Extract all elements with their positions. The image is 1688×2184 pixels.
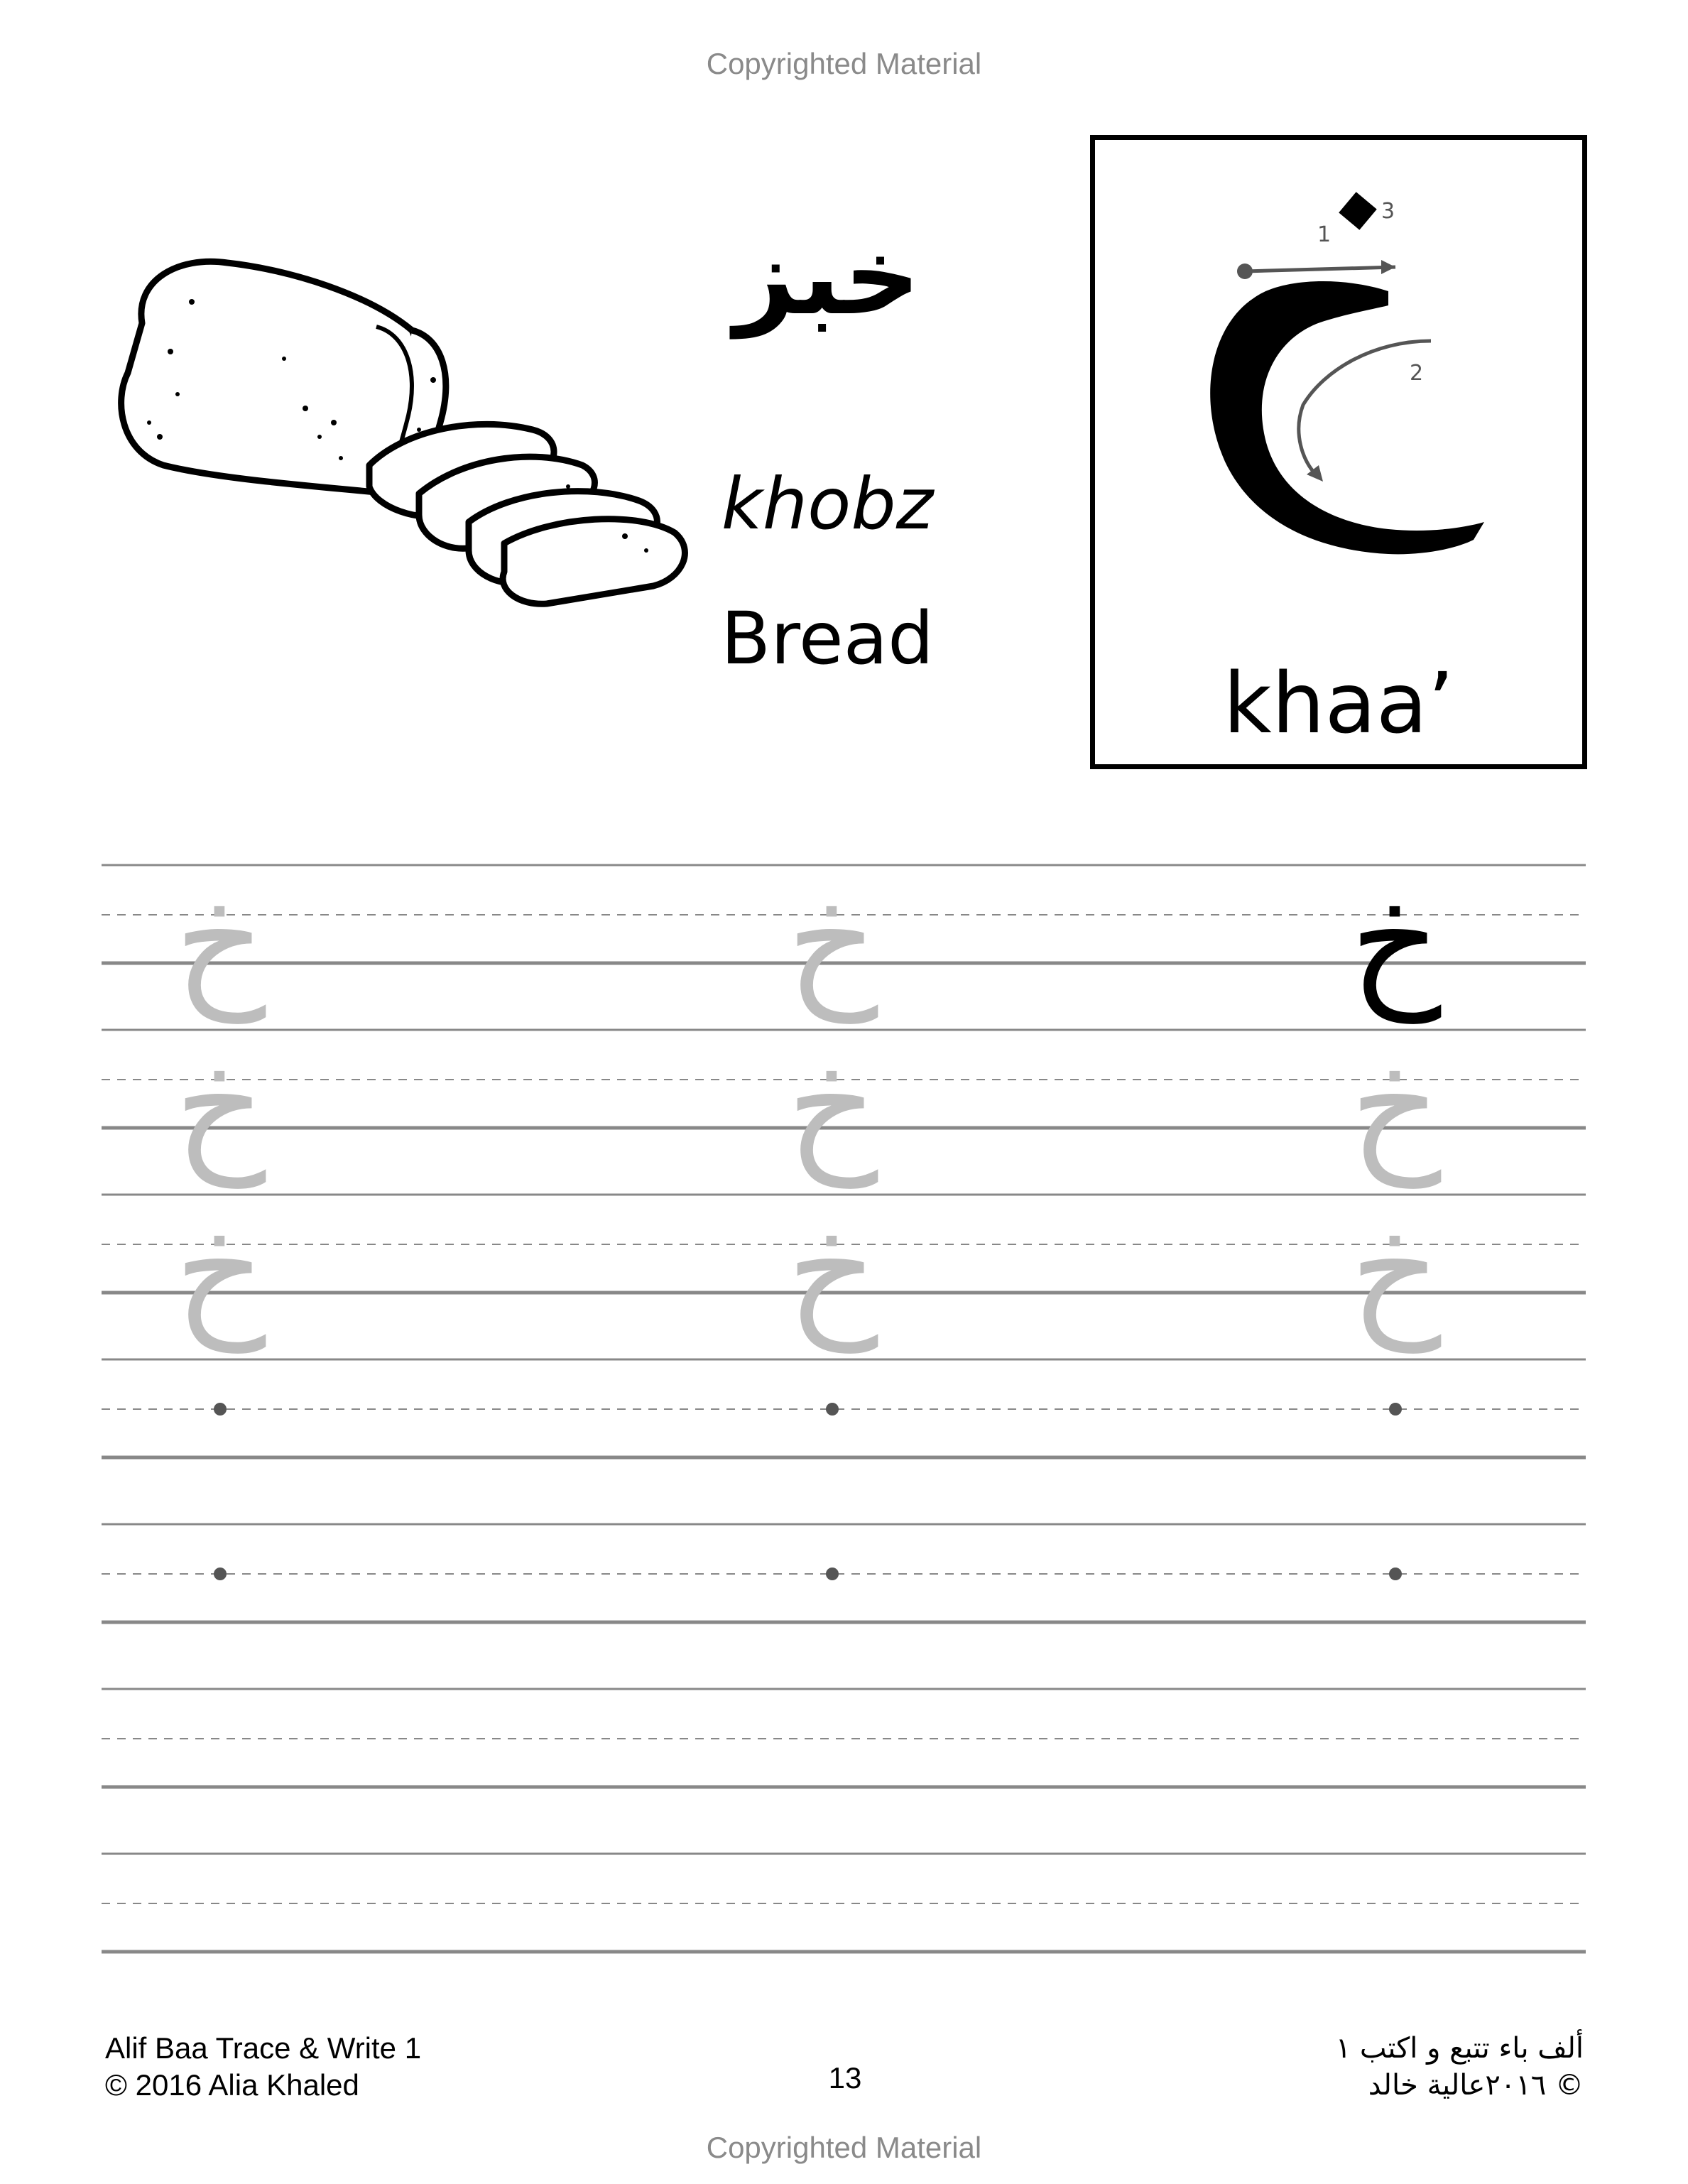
start-dot [214,1568,227,1580]
book-title: Alif Baa Trace & Write 1 [105,2031,422,2065]
trace-letter: خ [174,1023,266,1188]
start-dot [826,1403,839,1416]
copyright-line: © 2016 Alia Khaled [105,2068,359,2102]
book-title-arabic: ألف باء تتبع و اكتب ١ [1335,2032,1584,2065]
letter-name: khaa’ [1223,654,1454,752]
copyright-bottom: Copyrighted Material [706,2131,982,2164]
copyright-line-arabic: © ٢٠١٦عالية خالد [1368,2069,1584,2102]
stroke-number-3: 3 [1381,199,1395,224]
copyright-top: Copyrighted Material [706,47,982,80]
trace-letter: خ [786,858,878,1023]
trace-letter: خ [174,1188,266,1353]
footer-left [105,2030,421,2104]
trace-letter: خ [1349,1188,1442,1353]
stroke-number-1: 1 [1317,222,1332,247]
stroke-number-2: 2 [1410,361,1424,386]
model-letter: خ [1349,858,1442,1023]
trace-letter: خ [786,1023,878,1188]
page-number: 13 [828,2061,862,2095]
vocab-word-transliteration: khobz [721,462,934,545]
start-dot [1389,1403,1402,1416]
start-dot [1389,1568,1402,1580]
footer-right [1136,2030,1584,2104]
vocab-word-arabic: خبز [734,215,921,339]
trace-letter: خ [1349,1023,1442,1188]
trace-letter: خ [174,858,266,1023]
start-dot [826,1568,839,1580]
start-dot [214,1403,227,1416]
vocab-word-english: Bread [721,597,934,681]
trace-letter: خ [786,1188,878,1353]
